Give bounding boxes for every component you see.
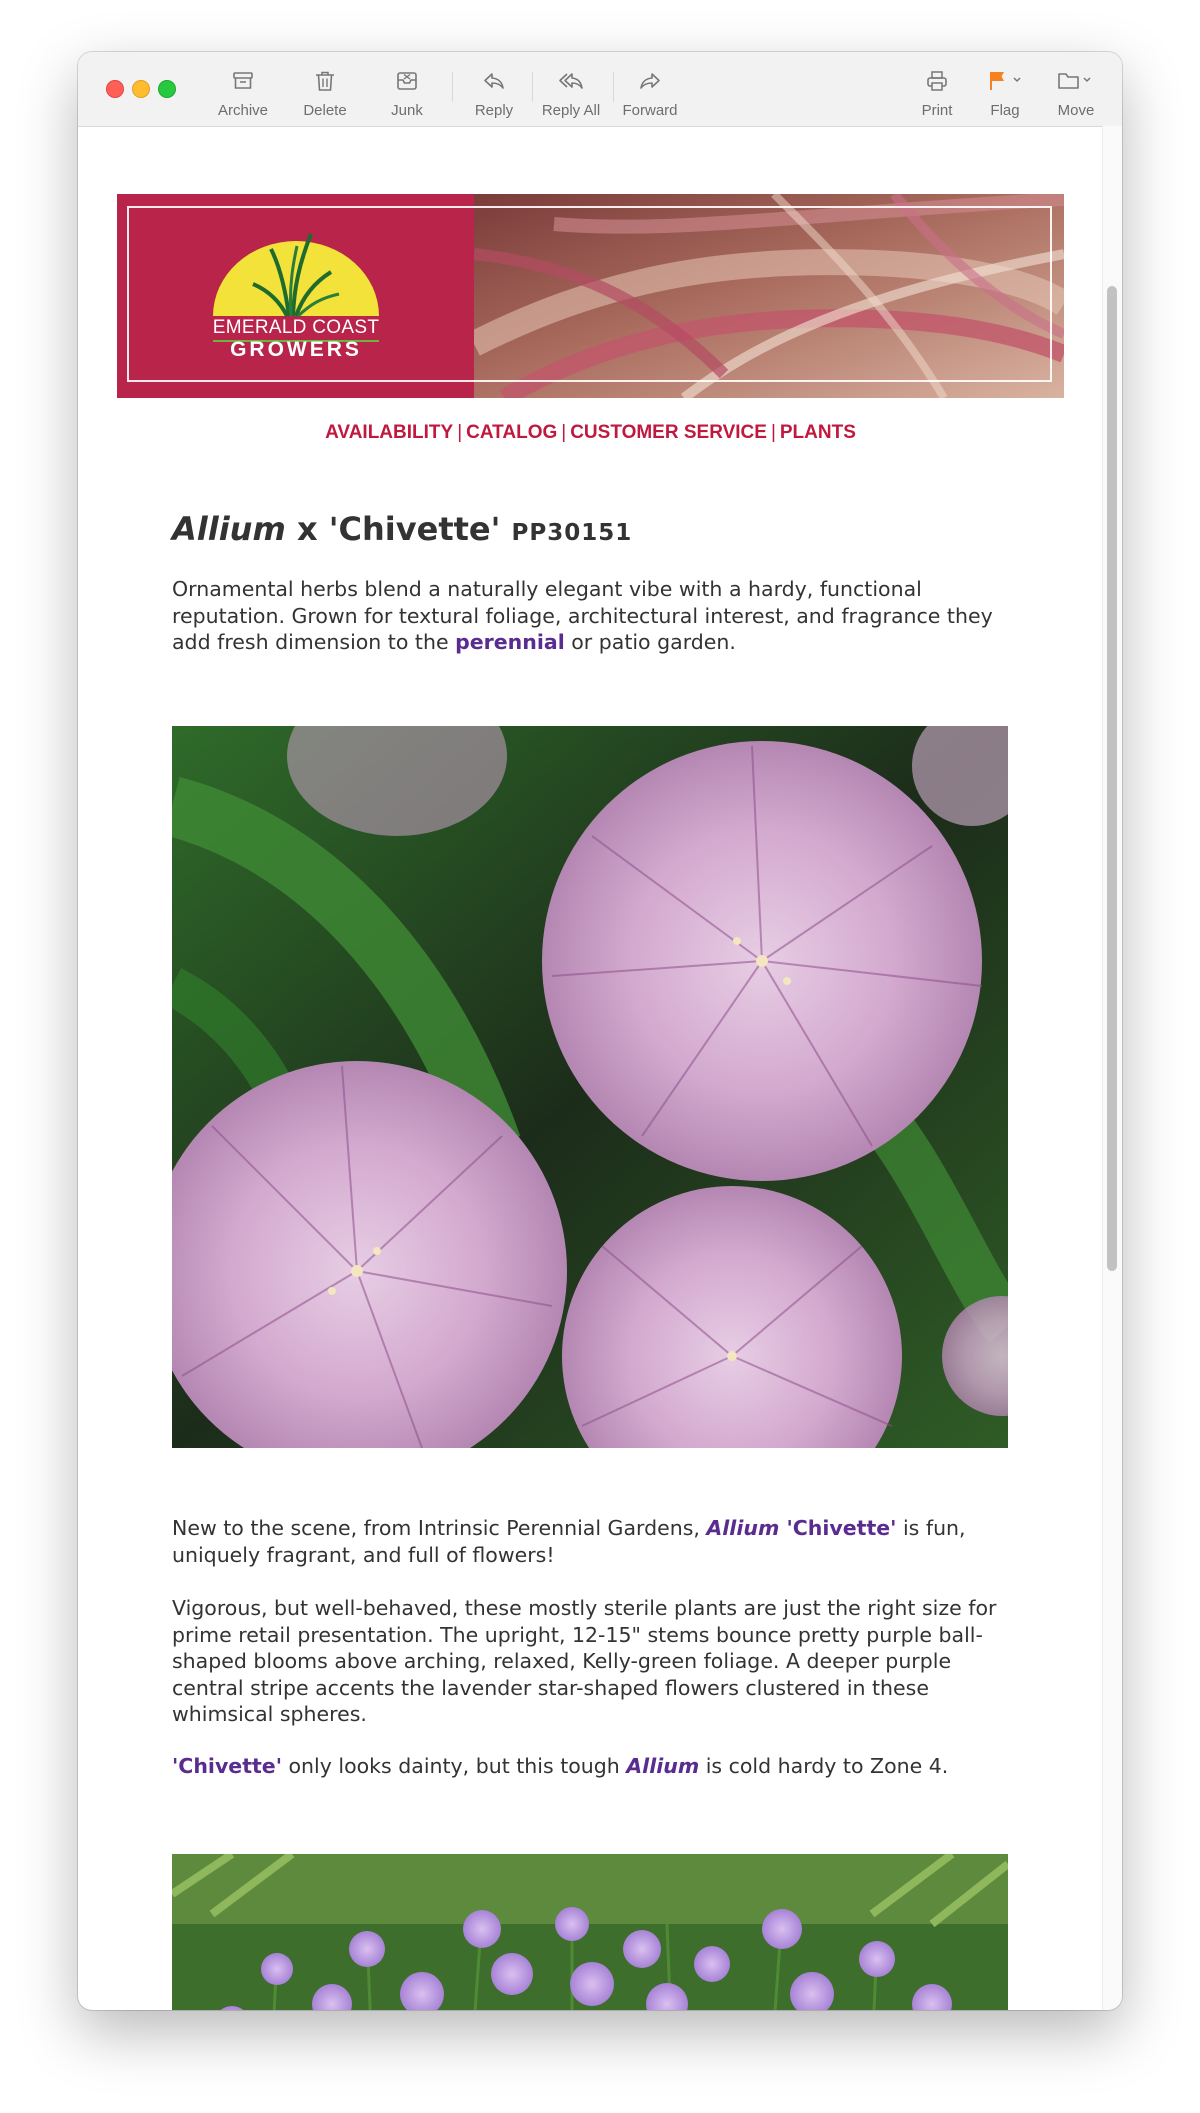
toolbar bbox=[78, 52, 1122, 127]
printer-icon bbox=[924, 68, 950, 94]
chive-garden-photo bbox=[172, 1854, 1008, 2010]
emerald-coast-logo[interactable] bbox=[201, 224, 391, 374]
intro-paragraph bbox=[172, 576, 1012, 656]
reply-all-icon bbox=[558, 68, 584, 94]
allium-closeup-image bbox=[172, 726, 1008, 1448]
delete-label: Delete bbox=[303, 102, 347, 119]
print-label: Print bbox=[921, 102, 953, 119]
junk-button[interactable] bbox=[375, 64, 439, 120]
perennial-link[interactable]: perennial bbox=[455, 630, 565, 654]
p1-text-end: is fun, uniquely fragrant, and full of flowers! bbox=[172, 1516, 966, 1567]
flag-button[interactable] bbox=[973, 64, 1037, 120]
nav-link-catalog[interactable]: CATALOG bbox=[466, 422, 558, 443]
title-cultivar: x 'Chivette' bbox=[285, 510, 512, 548]
description-paragraph-2: Vigorous, but well-behaved, these mostly sterile plants are just the right size for prime retail presentation. The upright, 12-15" stems bounce pretty purple ball-shaped blooms above arching, relaxed, Kelly-green foliage. A deeper purple central stripe accents the lavender star-shaped flowers clustered in these whimsical spheres. bbox=[172, 1596, 997, 1726]
chive-bloom-closeup-photo bbox=[172, 726, 1008, 1448]
trash-icon bbox=[312, 68, 338, 94]
description-paragraph-1 bbox=[172, 1515, 1012, 1568]
junk-label: Junk bbox=[391, 102, 423, 119]
p1-cultivar[interactable]: 'Chivette' bbox=[779, 1516, 897, 1540]
toolbar-separator bbox=[613, 72, 614, 102]
nav-separator: | bbox=[770, 422, 776, 443]
archive-button[interactable] bbox=[211, 64, 275, 120]
intro-text-end: or patio garden. bbox=[564, 630, 736, 654]
junk-icon bbox=[394, 68, 420, 94]
p3-text-end: is cold hardy to Zone 4. bbox=[699, 1754, 949, 1778]
nav-separator: | bbox=[561, 422, 567, 443]
reply-all-label: Reply All bbox=[541, 102, 601, 119]
reply-button[interactable] bbox=[462, 64, 526, 120]
print-button[interactable] bbox=[905, 64, 969, 120]
scrollbar[interactable] bbox=[1102, 126, 1122, 2010]
forward-button[interactable] bbox=[618, 64, 682, 120]
reply-icon bbox=[481, 68, 507, 94]
reply-all-button[interactable] bbox=[539, 64, 603, 120]
allium-garden-image bbox=[172, 1854, 1008, 2010]
archive-label: Archive bbox=[217, 102, 269, 119]
message-body bbox=[78, 126, 1103, 2010]
minimize-window-button[interactable] bbox=[132, 80, 150, 98]
reply-label: Reply bbox=[474, 102, 514, 119]
nav-links bbox=[117, 422, 1064, 444]
description-paragraph-3 bbox=[172, 1753, 1012, 1780]
nav-link-plants[interactable]: PLANTS bbox=[779, 422, 856, 443]
close-window-button[interactable] bbox=[106, 80, 124, 98]
logo-brand-line2: GROWERS bbox=[230, 338, 362, 361]
plant-title bbox=[172, 510, 1012, 548]
toolbar-separator bbox=[532, 72, 533, 102]
toolbar-separator bbox=[452, 72, 453, 102]
title-genus: Allium bbox=[172, 510, 286, 548]
nav-link-availability[interactable]: AVAILABILITY bbox=[325, 422, 454, 443]
delete-button[interactable] bbox=[293, 64, 357, 120]
intro-text: Ornamental herbs blend a naturally elegant vibe with a hardy, functional reputation. Grown for textural foliage, architectural interest, and fragrance they add fresh dimension to the bbox=[172, 577, 993, 654]
move-button[interactable] bbox=[1044, 64, 1108, 120]
flag-label: Flag bbox=[990, 102, 1020, 119]
nav-separator: | bbox=[457, 422, 463, 443]
flag-icon bbox=[985, 68, 1025, 94]
move-label: Move bbox=[1057, 102, 1095, 119]
title-patent-number: PP30151 bbox=[511, 520, 633, 546]
p3-text: only looks dainty, but this tough bbox=[282, 1754, 627, 1778]
p3-cultivar[interactable]: 'Chivette' bbox=[172, 1754, 282, 1778]
logo-brand-line1: EMERALD COAST bbox=[212, 317, 380, 338]
scrollbar-thumb[interactable] bbox=[1107, 286, 1117, 1271]
header-banner bbox=[117, 194, 1064, 398]
p3-genus[interactable]: Allium bbox=[626, 1754, 700, 1778]
forward-icon bbox=[637, 68, 663, 94]
zoom-window-button[interactable] bbox=[158, 80, 176, 98]
mail-window bbox=[78, 52, 1122, 2010]
p1-text: New to the scene, from Intrinsic Perennial Gardens, bbox=[172, 1516, 707, 1540]
folder-icon bbox=[1056, 68, 1096, 94]
nav-link-customer-service[interactable]: CUSTOMER SERVICE bbox=[570, 422, 767, 443]
archive-icon bbox=[230, 68, 256, 94]
p1-genus[interactable]: Allium bbox=[706, 1516, 780, 1540]
forward-label: Forward bbox=[622, 102, 678, 119]
